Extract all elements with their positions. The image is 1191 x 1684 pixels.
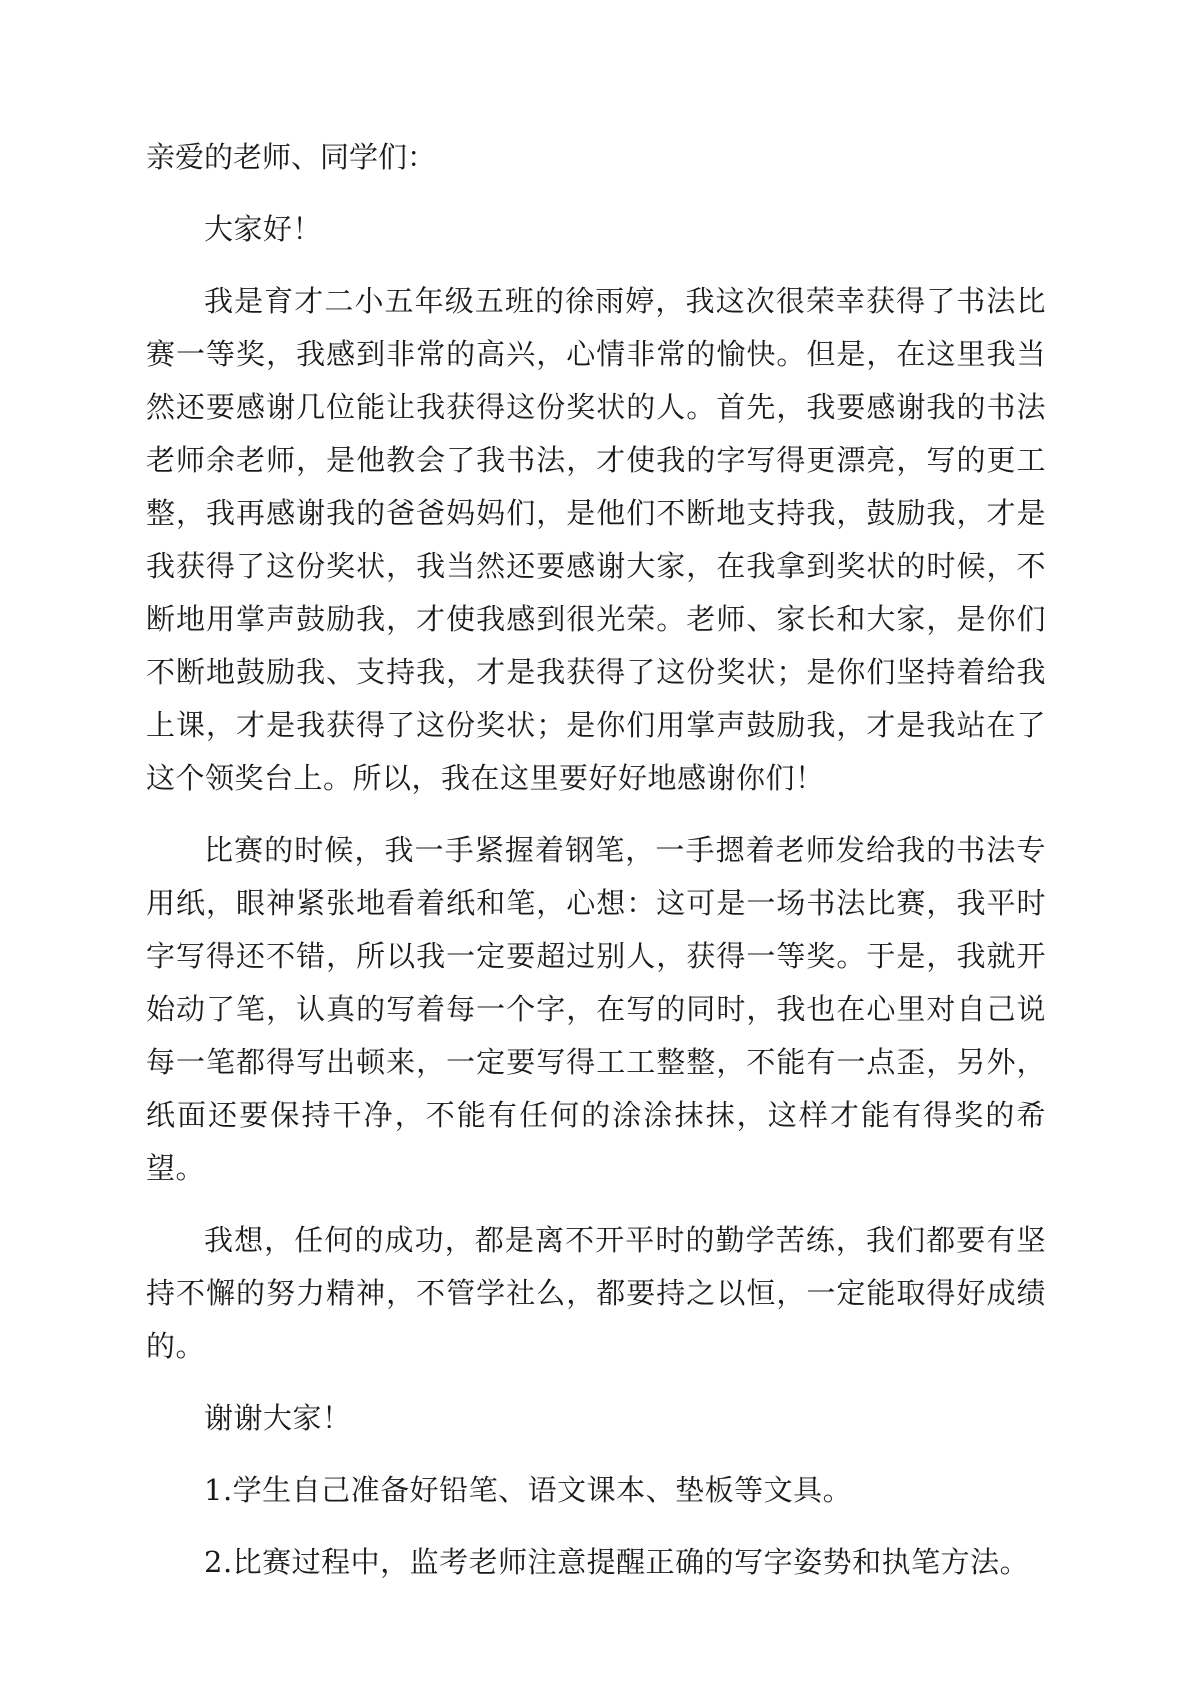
closing: 谢谢大家！ <box>204 1401 352 1435</box>
paragraph-competition: 比赛的时候，我一手紧握着钢笔，一手摁着老师发给我的书法专用纸，眼神紧张地看着纸和笔，心想：这可是一场书法比赛，我平时字写得还不错，所以我一定要超过别人，获得一等奖。于是，我就开始动了笔，认真的写着每一个字，在写的同时，我也在心里对自己说每一笔都得写出顿来，一定要写得工工整整，不能有一点歪，另外，纸面还要保持干净，不能有任何的涂涂抹抹，这样才能有得奖的希望。 <box>146 833 1046 1185</box>
paragraph-reflection: 我想，任何的成功，都是离不开平时的勤学苦练，我们都要有坚持不懈的努力精神，不管学社么，都要持之以恒，一定能取得好成绩的。 <box>146 1223 1046 1363</box>
salutation: 亲爱的老师、同学们： <box>146 140 437 174</box>
note-item: 2.比赛过程中，监考老师注意提醒正确的写字姿势和执笔方法。 <box>204 1545 1030 1579</box>
greeting: 大家好！ <box>204 212 323 246</box>
document-body <box>146 131 1046 1608</box>
note-item: 1.学生自己准备好铅笔、语文课本、垫板等文具。 <box>204 1473 853 1507</box>
paragraph-thanks: 我是育才二小五年级五班的徐雨婷，我这次很荣幸获得了书法比赛一等奖，我感到非常的高兴，心情非常的愉快。但是，在这里我当然还要感谢几位能让我获得这份奖状的人。首先，我要感谢我的书法老师余老师，是他教会了我书法，才使我的字写得更漂亮，写的更工整，我再感谢我的爸爸妈妈们，是他们不断地支持我，鼓励我，才是我获得了这份奖状，我当然还要感谢大家，在我拿到奖状的时候，不断地用掌声鼓励我，才使我感到很光荣。老师、家长和大家，是你们不断地鼓励我、支持我，才是我获得了这份奖状；是你们坚持着给我上课，才是我获得了这份奖状；是你们用掌声鼓励我，才是我站在了这个领奖台上。所以，我在这里要好好地感谢你们！ <box>146 284 1046 795</box>
